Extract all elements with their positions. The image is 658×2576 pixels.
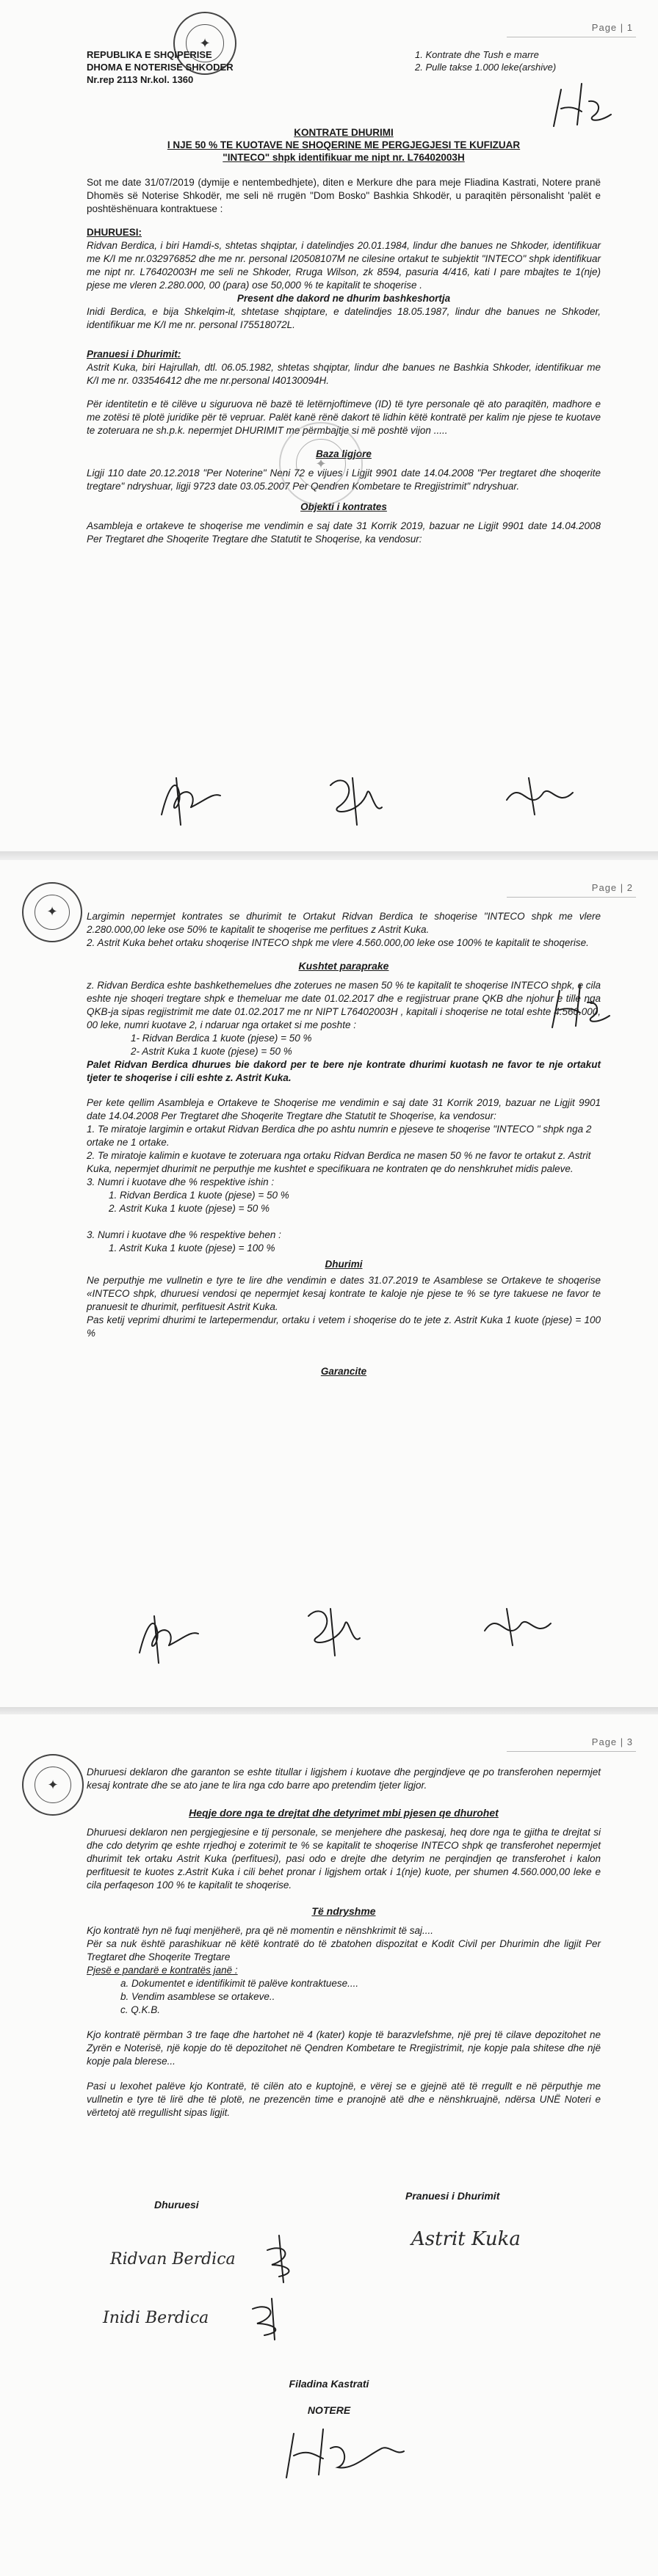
terms-result: Palet Ridvan Berdica dhurues bie dakord per te bere nje kontrate dhurimi kuotash ne favor te nje ortakut tjeter te shoqerise i cili eshte z. Astrit Kuka. — [87, 1059, 601, 1083]
header-right-line: 2. Pulle takse 1.000 leke(arshive) — [415, 62, 557, 73]
signature-recipient — [499, 771, 588, 822]
contract-subtitle: I NJE 50 % TE KUOTAVE NE SHOQERINE ME PERGJEGJESI TE KUFIZUAR — [167, 139, 521, 150]
before-list — [87, 1189, 601, 1215]
annex-heading: Pjesë e pandarë e kontratës janë : — [87, 1965, 238, 1976]
misc-paragraph-1: Kjo kontratë hyn në fuqi menjëherë, pra që në momentin e nënshkrimit të saj.... — [87, 1925, 434, 1936]
intro-paragraph: Sot me date 31/07/2019 (dymije e nentembedhjete), diten e Merkure dhe para meje Fliadina Kastrati, Notere pranë Dhomës së Noterise Shkodër, me seli në rrugën "Dom Bosko" Bashkia Shkodër, u paraqitën përsonalisht 'palët e poshtëshënuara kontraktuese : — [87, 177, 601, 214]
legal-heading: Baza ligjore — [316, 448, 372, 459]
object-heading: Objekti i kontrates — [300, 501, 387, 512]
signature-donor — [147, 763, 235, 829]
list-item: c. Q.K.B. — [120, 2004, 161, 2015]
header-left — [87, 48, 234, 86]
terms-heading: Kushtet paraprake — [298, 960, 389, 972]
notary-seal: ✦ — [173, 12, 236, 75]
list-item: 1. Astrit Kuka 1 kuote (pjese) = 100 % — [109, 1242, 275, 1254]
header-line: REPUBLIKA E SHQIPERISE — [87, 49, 212, 60]
notary-seal: ✦ — [22, 1754, 84, 1816]
document-page-3 — [0, 1714, 658, 2576]
document-page-2 — [0, 860, 658, 1710]
list-item: 3. Numri i kuotave dhe % respektive ishin : — [87, 1176, 275, 1187]
contract-title-block — [87, 126, 601, 164]
list-item: 1. Te miratoje largimin e ortakut Ridvan Berdica dhe po ashtu numrin e pjeseve te shoqerise "INTECO " shpk nga 2 ortake ne 1 ortake. — [87, 1124, 592, 1148]
contract-company: "INTECO" shpk identifikuar me nipt nr. L76402003H — [223, 152, 465, 163]
spouse-signature-mark — [242, 2294, 301, 2346]
misc-heading: Të ndryshme — [311, 1905, 376, 1917]
contract-title: KONTRATE DHURIMI — [294, 127, 394, 138]
spouse-heading: Present dhe dakord ne dhurim bashkeshortja — [236, 293, 451, 304]
gift-paragraph: Ne perputhje me vullnetin e tyre te lire dhe vendimin e dates 31.07.2019 te Asamblese se Ortakeve te shoqerise «INTECO shpk, dhuruesi vendosi qe nepermjet kesaj kontrate te kaloje nje pjese te % se tyre takuese ne favor te pranuesit te dhurimit, perfituesit Astrit Kuka. — [87, 1275, 601, 1312]
object-paragraph: Asambleja e ortakeve te shoqerise me vendimin e saj date 31 Korrik 2019, bazuar ne Ligjit 9901 date 14.04.2008 Per Tregtaret dhe Shoqerite Tregtare dhe Statutit te Shoqerise, ka vendosur: — [87, 520, 601, 545]
notary-title: NOTERE — [307, 2404, 351, 2416]
page-number: Page | 2 — [591, 882, 633, 893]
decision-item-2: 2. Astrit Kuka behet ortaku shoqerise INTECO shpk me vlere 4.560.000,00 leke ose 100% te kapitalit te shoqerise. — [87, 937, 589, 948]
recipient-label: Pranuesi i Dhurimit — [405, 2190, 500, 2202]
notary-seal-watermark: ✦ — [279, 422, 363, 506]
header-right — [415, 48, 556, 73]
donor-paragraph: Ridvan Berdica, i biri Hamdi-s, shtetas shqiptar, i datelindjes 20.01.1984, lindur dhe banues ne Shkoder, identifikuar me K/I me nr.032976852 dhe me nr. personal I20508107M ne cilesine ortakut te subjektit "INTECO" shpk identifikuar me nipt nr. L76402003H me seli ne Shkoder, Rruga Wilson, zk 8594, pasuria 4/416, kati I pare mbajtes te 1(nje) pjese me vleren 2.280.000, 00 (para) ose 50,000 % te kapitalit te shoqerise . — [87, 240, 601, 291]
decision-intro: Per kete qellim Asambleja e Ortakeve te Shoqerise me vendimin e saj date 31 Korrik 2019, bazuar ne Ligjit 9901 date 14.04.2008 Per Tregtaret dhe Shoqerite Tregtare dhe Statutit te Shoqerise, ka vendosur: — [87, 1097, 601, 1121]
terms-paragraph: z. Ridvan Berdica eshte bashkethemelues dhe zoterues ne masen 50 % te kapitalit te shoqerise INTECO shpk, e cila eshte nje shoqeri tregtare shpk e themeluar me date 01.02.2017 dhe e regjistruar prane QKB dhe njohur e tille nga QKB-ja sipas regjistrimit me date 01.02.2017 me nr NIPT L76402003H , kapitali i shoqerise ne total eshte 4.560.000, 00 leke, numri kuotave 2, i ndaruar nga ortaket si me poshte : — [87, 980, 601, 1030]
spouse-signature: Inidi Berdica — [103, 2309, 209, 2327]
signature-recipient — [477, 1601, 573, 1653]
decision-item-1: Largimin nepermjet kontrates se dhurimit te Ortakut Ridvan Berdica te shoqerise "INTECO shpk me vlere 2.280.000,00 leke ose 50% te kapitalit te shoqerise me perfitues z Astrit Kuka. — [87, 911, 601, 935]
signature-initials — [543, 978, 617, 1036]
document-page-1 — [0, 0, 658, 857]
header-line: Nr.rep 2113 Nr.kol. 1360 — [87, 74, 194, 85]
spouse-paragraph: Inidi Berdica, e bija Shkelqim-it, shtetase shqiptare, e datelindjes 18.05.1987, lindur dhe banues ne Shkoder, identifikuar me K/I me nr. personal I75518072L. — [87, 306, 601, 330]
page-number: Page | 3 — [591, 1736, 633, 1747]
guarantee-heading: Garancite — [320, 1366, 367, 1377]
recipient-signature: Astrit Kuka — [411, 2228, 521, 2250]
page3-body — [87, 1766, 601, 2120]
list-item: 2. Astrit Kuka 1 kuote (pjese) = 50 % — [109, 1203, 270, 1214]
list-item: a. Dokumentet e identifikimit të palëve kontraktuese.... — [120, 1978, 359, 1989]
notary-signature — [279, 2419, 411, 2485]
guarantee-paragraph: Dhuruesi deklaron dhe garanton se eshte titullar i ligjshem i kuotave dhe pergjndjeve qe po transferohen nepermjet kesaj kontrate dhe se ato jane te lira nga cdo barre apo pretendim tjeter ligjor. — [87, 1767, 601, 1791]
gift-heading: Dhurimi — [325, 1259, 363, 1270]
recipient-paragraph: Astrit Kuka, biri Hajrullah, dtl. 06.05.1982, shtetas shqiptar, lindur dhe banues ne Bashkia Shkoder, identifikuar me K/I me nr. 033546412 dhe me nr.personal I40130094H. — [87, 362, 601, 386]
page-header-rule — [507, 1751, 636, 1752]
waiver-heading: Heqje dore nga te drejtat dhe detyrimet mbi pjesen qe dhurohet — [189, 1807, 499, 1819]
terms-list — [87, 1032, 601, 1058]
after-list — [87, 1242, 601, 1255]
list-item: b. Vendim asamblese se ortakeve.. — [120, 1991, 275, 2002]
donor-heading: DHURUESI: — [87, 227, 142, 238]
after-heading: 3. Numri i kuotave dhe % respektive behen : — [87, 1229, 281, 1240]
signature-spouse — [316, 763, 397, 829]
list-item: 2. Te miratoje kalimin e kuotave te zoteruara nga ortaku Ridvan Berdica ne masen 50 % ne favor te ortakut z. Astrit Kuka, nepermjet dhurimit ne perputhje me kushtet e specifikuara ne kontraten qe do nenshkruhet midis paleve. — [87, 1150, 591, 1174]
notary-name: Filadina Kastrati — [289, 2378, 369, 2390]
header-line: DHOMA E NOTERISE SHKODER — [87, 62, 234, 73]
list-item: 1- Ridvan Berdica 1 kuote (pjese) = 50 % — [131, 1033, 312, 1044]
gift-paragraph-2: Pas ketij veprimi dhurimi te lartepermendur, ortaku i vetem i shoqerise do te jete z. Astrit Kuka 1 kuote (pjese) = 100 % — [87, 1314, 601, 1339]
closing-paragraph: Pasi u lexohet palëve kjo Kontratë, të cilën ato e kuptojnë, e vërej se e gjejnë atë të rregullt e në përputhje me vullnetin e tyre të lirë dhe të plotë, ne prezencën time e pranojnë atë dhe e nënshkruajnë, ndërsa UNË Noteri e vërtetoj atë rregullisht sipas ligjit. — [87, 2081, 601, 2118]
page-number: Page | 1 — [591, 22, 633, 33]
recipient-heading: Pranuesi i Dhurimit: — [87, 349, 181, 360]
waiver-paragraph: Dhuruesi deklaron nen pergjegjesine e tij personale, se menjehere dhe paskesaj, heq dore nga te gjitha te drejtat si dhe cdo detyrim qe eshte rrjedhoj e zoterimit te % se kapitalit te shoqerise INTECO shpk qe transferohet nepermjet dhurimit tek ortaku Astrit Kuka (perfituesi), pasi odo e drejte dhe detyrim ne perqindjen qe transferohet i kalon perfituesit te kuotes z.Astrit Kuka i cili behet pronar i ligjshem ortak i 1(nje) kuote, per shumen 4.560.000,00 leke e cila perfaqeson 100 % te kapitalit te shoqerise. — [87, 1827, 601, 1891]
header-right-line: 1. Kontrate dhe Tush e marre — [415, 49, 539, 60]
donor-signature-1: Ridvan Berdica — [110, 2250, 236, 2268]
annex-list — [87, 1977, 601, 2017]
page-header-rule — [507, 897, 636, 898]
donor-label: Dhuruesi — [154, 2199, 199, 2211]
signature-donor — [125, 1601, 213, 1667]
page2-body — [87, 910, 601, 1378]
list-item: 2- Astrit Kuka 1 kuote (pjese) = 50 % — [131, 1046, 292, 1057]
misc-paragraph-2: Për sa nuk është parashikuar në këtë kontratë do të zbatohen dispozitat e Kodit Civil per Dhurimin dhe ligjit Per Tregtaret dhe Shoqerite Tregtare — [87, 1938, 601, 1962]
legal-paragraph: Ligji 110 date 20.12.2018 "Per Noterine" Neni 72 e vijues i Ligjit 9901 date 14.04.2008 "Per tregtaret dhe shoqerite tregtare" ndryshuar, ligji 9723 date 03.05.2007 Per Qendren Kombetare te Rregjistrimit" ndryshuar. — [87, 467, 601, 492]
list-item: 1. Ridvan Berdica 1 kuote (pjese) = 50 % — [109, 1190, 289, 1201]
notary-seal: ✦ — [22, 882, 82, 942]
copies-paragraph: Kjo kontratë përmban 3 tre faqe dhe hartohet në 4 (kater) kopje të barazvlefshme, një prej të cilave depozitohet ne Zyrën e Noterisë, një kopje do të depozitohet në Qendren Kombetare te Rregjistrimit, nje kopje pala shitese dhe një kopje pala bleresе... — [87, 2029, 601, 2067]
parties-paragraph: Për identitetin e të cilëve u siguruova në bazë të letërnjoftimeve (ID) të tyre personale që ato paraqitën, madhore e me zotësi të plotë juridike për të vepruar. Palët kanë rënë dakort të lidhin këtë kontratë per kalim nje pjese te kuotave te zoteruara ne sh.p.k. nepermjet DHURIMIT me përmbajtje si më poshtë vijon ..... — [87, 399, 601, 436]
signature-spouse — [294, 1594, 375, 1660]
donor-signature-mark — [257, 2228, 308, 2287]
decision-list — [87, 1123, 601, 1189]
